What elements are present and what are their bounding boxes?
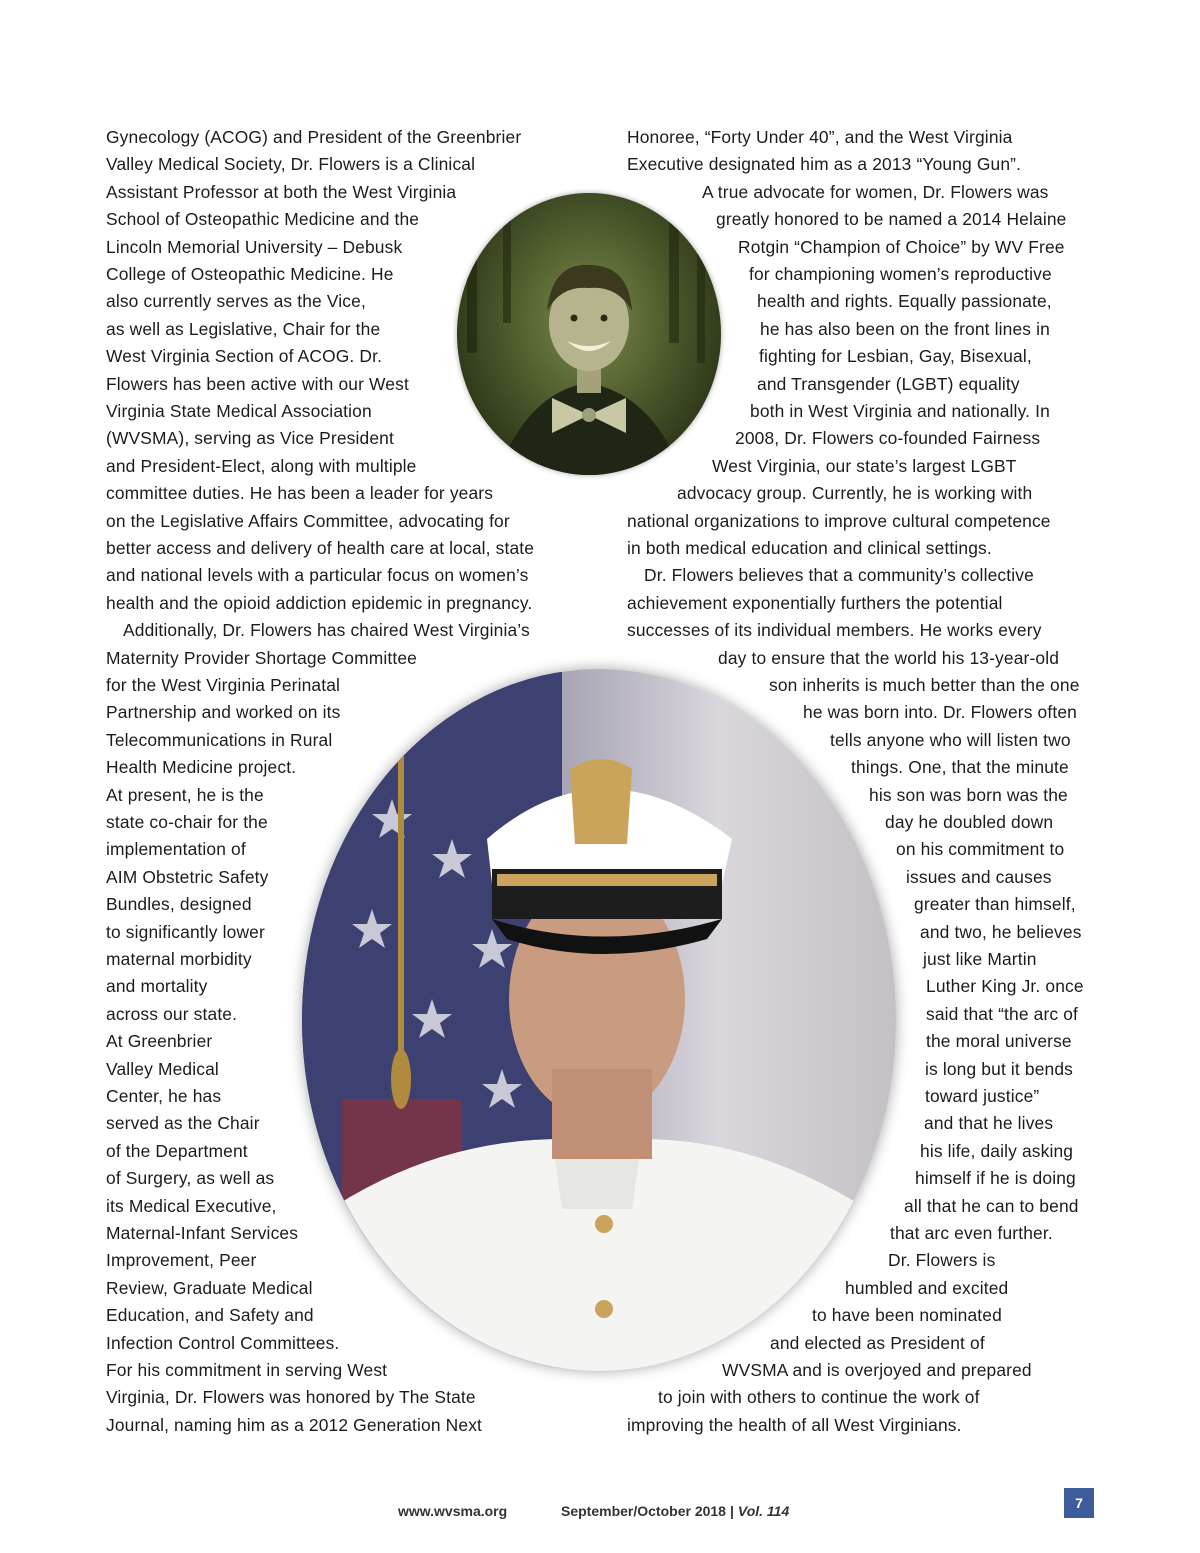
left-column-line: Gynecology (ACOG) and President of the Greenbrier <box>106 127 522 147</box>
right-column-line: and two, he believes <box>920 921 1082 942</box>
footer-volume: Vol. 114 <box>737 1503 790 1519</box>
right-column-line: he has also been on the front lines in <box>760 318 1050 339</box>
left-column-line: maternal morbidity <box>106 949 252 969</box>
officer-portrait-photo <box>302 669 896 1371</box>
child-portrait-photo <box>457 193 721 475</box>
right-column-line: national organizations to improve cultural competence <box>627 510 1051 531</box>
left-column-line: School of Osteopathic Medicine and the <box>106 209 420 230</box>
right-column-line: advocacy group. Currently, he is working with <box>677 483 1033 504</box>
left-column-line: and national levels with a particular focus on women’s <box>106 565 529 586</box>
right-column-line: Executive designated him as a 2013 “Young Gun”. <box>627 154 1022 175</box>
left-column-line: Partnership and worked on its <box>106 702 341 723</box>
right-column-line: Luther King Jr. once <box>926 976 1084 997</box>
left-column-line: better access and delivery of health care at local, state <box>106 538 535 558</box>
right-column-line: on his commitment to <box>896 839 1065 860</box>
left-column-line: Maternal-Infant Services <box>106 1223 299 1243</box>
left-column-line: Infection Control Committees. <box>106 1332 340 1353</box>
right-column-line: Honoree, “Forty Under 40”, and the West Virginia <box>627 127 1013 147</box>
left-column-line: Additionally, Dr. Flowers has chaired West Virginia’s <box>123 620 530 641</box>
right-column-line: issues and causes <box>906 866 1052 887</box>
left-column-line: of the Department <box>106 1140 248 1161</box>
right-column-line: just like Martin <box>923 949 1037 969</box>
right-column-line: day to ensure that the world his 13-year-old <box>718 647 1060 668</box>
right-column-line: son inherits is much better than the one <box>769 675 1080 695</box>
left-column-line: Review, Graduate Medical <box>106 1277 313 1298</box>
right-column-line: West Virginia, our state’s largest LGBT <box>712 455 1017 476</box>
right-column-line: and Transgender (LGBT) equality <box>757 373 1020 394</box>
left-column-line: and mortality <box>106 976 208 997</box>
right-column-line: to have been nominated <box>812 1305 1002 1326</box>
left-column-line: Assistant Professor at both the West Virginia <box>106 181 457 202</box>
right-column-line: greatly honored to be named a 2014 Helaine <box>716 209 1067 230</box>
left-column-line: served as the Chair <box>106 1113 260 1134</box>
right-column-line: WVSMA and is overjoyed and prepared <box>722 1360 1032 1380</box>
left-column-line: on the Legislative Affairs Committee, advocating for <box>106 510 510 531</box>
left-column-line: committee duties. He has been a leader for years <box>106 483 494 504</box>
right-column-line: Dr. Flowers is <box>888 1250 996 1271</box>
left-column-line: health and the opioid addiction epidemic in pregnancy. <box>106 592 533 613</box>
footer-issue-info <box>561 1503 789 1519</box>
right-column-line: fighting for Lesbian, Gay, Bisexual, <box>759 346 1032 367</box>
left-column-line: for the West Virginia Perinatal <box>106 675 341 695</box>
left-column-line: (WVSMA), serving as Vice President <box>106 428 394 449</box>
left-column-line: Health Medicine project. <box>106 757 297 778</box>
right-column-line: Dr. Flowers believes that a community’s collective <box>644 565 1034 586</box>
left-column-line: Bundles, designed <box>106 894 252 915</box>
right-column-line: his life, daily asking <box>920 1140 1074 1161</box>
right-column-line: and elected as President of <box>770 1332 985 1353</box>
right-column-line: Rotgin “Champion of Choice” by WV Free <box>738 236 1065 257</box>
right-column-line: tells anyone who will listen two <box>830 729 1071 750</box>
right-column-line: said that “the arc of <box>926 1003 1079 1024</box>
right-column-line: successes of its individual members. He works every <box>627 620 1042 641</box>
left-column-line: Lincoln Memorial University – Debusk <box>106 236 403 257</box>
right-column-line: greater than himself, <box>914 894 1076 915</box>
left-column-line: Center, he has <box>106 1086 222 1106</box>
left-column-line: Valley Medical Society, Dr. Flowers is a Clinical <box>106 154 476 175</box>
right-column-line: day he doubled down <box>885 812 1054 832</box>
left-column-line: West Virginia Section of ACOG. Dr. <box>106 346 383 367</box>
right-column-line: 2008, Dr. Flowers co-founded Fairness <box>735 428 1041 449</box>
left-column-line: Valley Medical <box>106 1058 219 1079</box>
left-column-line: and President-Elect, along with multiple <box>106 455 417 476</box>
right-column-line: health and rights. Equally passionate, <box>757 291 1052 312</box>
left-column-line: as well as Legislative, Chair for the <box>106 318 381 339</box>
right-column-line: himself if he is doing <box>915 1168 1076 1189</box>
right-column-line: humbled and excited <box>845 1277 1009 1298</box>
left-column-line: Flowers has been active with our West <box>106 373 409 394</box>
left-column-line: College of Osteopathic Medicine. He <box>106 264 394 284</box>
right-column-line: the moral universe <box>926 1031 1072 1052</box>
left-column-line: AIM Obstetric Safety <box>106 866 269 887</box>
left-column-line: also currently serves as the Vice, <box>106 291 366 312</box>
left-column-line: Improvement, Peer <box>106 1250 257 1271</box>
left-column-line: Telecommunications in Rural <box>106 729 333 750</box>
footer-separator: | <box>729 1503 734 1519</box>
left-column-line: For his commitment in serving West <box>106 1360 388 1380</box>
left-column-line: Journal, naming him as a 2012 Generation Next <box>106 1414 483 1435</box>
left-column-line: its Medical Executive, <box>106 1195 277 1216</box>
right-column-line: he was born into. Dr. Flowers often <box>803 702 1077 723</box>
right-column-line: all that he can to bend <box>904 1195 1079 1216</box>
right-column-line: his son was born was the <box>869 784 1068 805</box>
right-column-line: is long but it bends <box>925 1058 1074 1079</box>
right-column-line: for championing women’s reproductive <box>749 264 1052 284</box>
right-column-line: improving the health of all West Virginians. <box>627 1414 962 1435</box>
page-number-badge: 7 <box>1064 1488 1094 1518</box>
left-column-line: across our state. <box>106 1003 238 1024</box>
right-column-line: and that he lives <box>924 1113 1054 1134</box>
footer-website: www.wvsma.org <box>398 1503 508 1519</box>
left-column-line: At present, he is the <box>106 784 264 805</box>
left-column-line: of Surgery, as well as <box>106 1168 275 1189</box>
right-column-line: that arc even further. <box>890 1223 1053 1243</box>
left-column-line: implementation of <box>106 839 246 860</box>
left-column-line: Virginia, Dr. Flowers was honored by The State <box>106 1387 476 1408</box>
right-column-line: in both medical education and clinical settings. <box>627 538 992 558</box>
left-column-line: Virginia State Medical Association <box>106 401 372 421</box>
left-column-line: At Greenbrier <box>106 1031 213 1052</box>
left-column-line: Maternity Provider Shortage Committee <box>106 647 417 668</box>
right-column-line: both in West Virginia and nationally. In <box>750 401 1050 421</box>
left-column-line: to significantly lower <box>106 921 265 942</box>
footer-issue-date: September/October 2018 <box>561 1503 726 1519</box>
left-column-line: state co-chair for the <box>106 812 268 832</box>
right-column-line: toward justice” <box>925 1086 1040 1106</box>
right-column-line: to join with others to continue the work of <box>658 1387 980 1408</box>
right-column-line: things. One, that the minute <box>851 757 1069 778</box>
right-column-line: achievement exponentially furthers the potential <box>627 592 1003 613</box>
left-column-line: Education, and Safety and <box>106 1305 314 1326</box>
right-column-line: A true advocate for women, Dr. Flowers was <box>702 181 1049 202</box>
